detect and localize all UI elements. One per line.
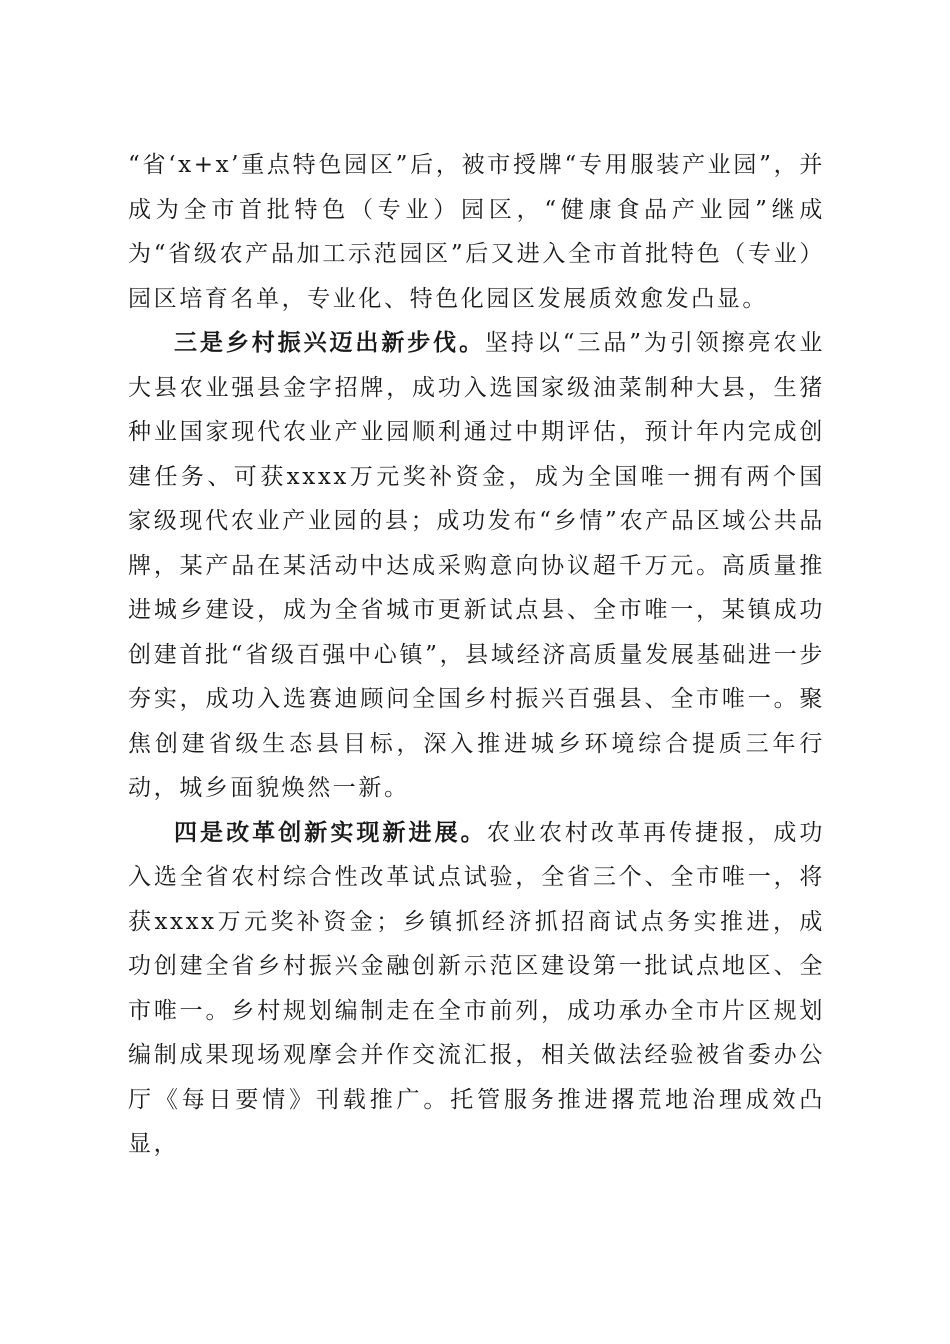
- paragraph-text: 坚持以“三品”为引领擦亮农业大县农业强县金字招牌，成功入选国家级油菜制种大县，生猪种业国家现代农业产业园顺利通过中期评估，预计年内完成创建任务、可获xxxx万元奖补资金，成为全国唯一拥有两个国家级现代农业产业园的县；成功发布“乡情”农产品区域公共品牌，某产品在某活动中达成采购意向协议超千万元。高质量推进城乡建设，成为全省城市更新试点县、全市唯一，某镇成功创建首批“省级百强中心镇”，县域经济高质量发展基础进一步夯实，成功入选赛迪顾问全国乡村振兴百强县、全市唯一。聚焦创建省级生态县目标，深入推进城乡环境综合提质三年行动，城乡面貌焕然一新。: [128, 330, 825, 801]
- paragraph-lead-heading: 三是乡村振兴迈出新步伐。: [174, 329, 485, 356]
- paragraph-text: “省‘x+x’重点特色园区”后，被市授牌“专用服装产业园”，并成为全市首批特色（专业）园区，“健康食品产业园”继成为“省级农产品加工示范园区”后又进入全市首批特色（专业）园区培育名单，专业化、特色化园区发展质效愈发凸显。: [128, 152, 825, 312]
- paragraph-rural-revitalization: [128, 321, 825, 811]
- paragraph-text: 农业农村改革再传捷报，成功入选全省农村综合性改革试点试验，全省三个、全市唯一，将获xxxx万元奖补资金；乡镇抓经济抓招商试点务实推进，成功创建全省乡村振兴金融创新示范区建设第一批试点地区、全市唯一。乡村规划编制走在全市前列，成功承办全市片区规划编制成果现场观摩会并作交流汇报，相关做法经验被省委办公厅《每日要情》刊载推广。托管服务推进撂荒地治理成效凸显，: [128, 819, 825, 1157]
- document-body: [128, 143, 825, 1167]
- paragraph-reform-innovation: [128, 811, 825, 1167]
- paragraph-continuation: [128, 143, 825, 321]
- paragraph-lead-heading: 四是改革创新实现新进展。: [174, 818, 487, 846]
